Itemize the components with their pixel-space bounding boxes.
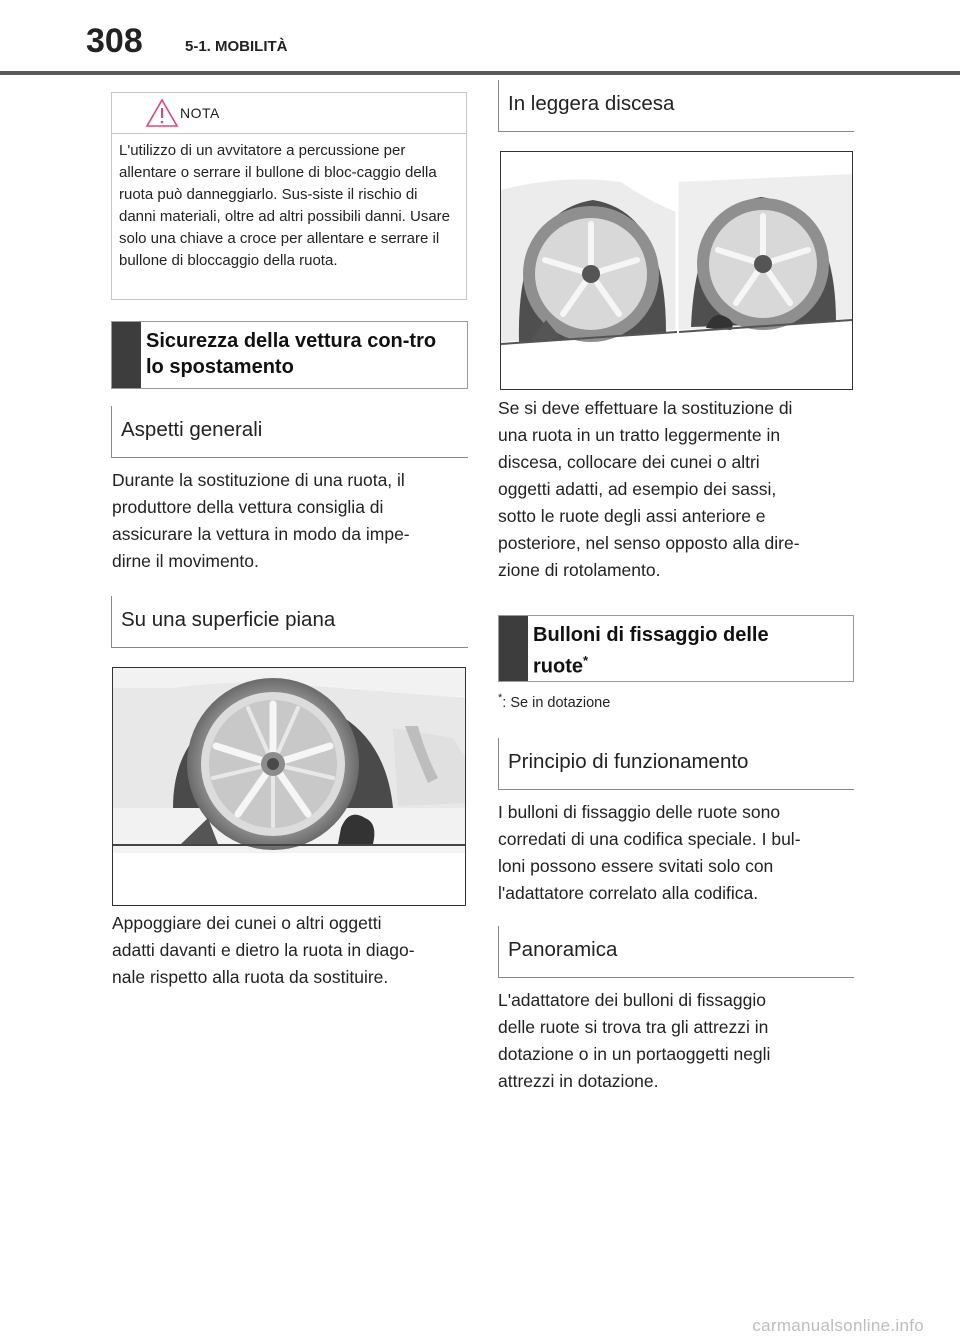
subheading-principle (498, 738, 854, 790)
heading-wheel-bolts-line2: ruote (533, 655, 583, 678)
subheading-rule (112, 647, 468, 648)
heading-wheel-bolts-text (533, 622, 847, 680)
figure-slope-wheels (500, 151, 853, 390)
header-rule (0, 71, 960, 75)
subheading-rule (499, 977, 854, 978)
section-title: 5-1. MOBILITÀ (185, 38, 288, 55)
note-text: L'utilizzo di un avvitatore a percussione per allentare o serrare il bullone di bloc-caggio della ruota può danneggiarlo. Sus-siste il rischio di danni materiali, oltre ad altri possibili danni. Usare solo una chiave a croce per allentare e serrare il bullone di bloccaggio della ruota. (119, 142, 450, 269)
subheading-slope (498, 80, 854, 132)
heading-bar (499, 616, 528, 681)
page-number: 308 (86, 22, 143, 60)
paragraph-general: Durante la sostituzione di una ruota, il produttore della vettura consiglia di assicurare la vettura in modo da impe- dirne il movimento. (112, 470, 410, 571)
slope-wheels-illustration (501, 152, 852, 389)
figure-flat-surface-wheel (112, 667, 466, 906)
subheading-general-text: Aspetti generali (121, 418, 263, 441)
heading-wheel-bolts (498, 615, 854, 682)
note-title: NOTA (180, 105, 220, 121)
subheading-overview (498, 926, 854, 978)
note-header (112, 93, 466, 134)
page-header (0, 0, 960, 76)
note-box (111, 92, 467, 300)
paragraph-slope: Se si deve effettuare la sostituzione di una ruota in un tratto leggermente in discesa, collocare dei cunei o altri oggetti adatti, ad esempio dei sassi, sotto le ruote degli assi anteriore e posteriore, nel senso opposto alla dire- zione di rotolamento. (498, 398, 800, 580)
subheading-general (111, 406, 468, 458)
heading-vehicle-securing (111, 321, 468, 389)
footnote-mark: * (498, 692, 503, 704)
wheel-chock-illustration (113, 668, 465, 905)
subheading-flat-surface-text: Su una superficie piana (121, 608, 336, 631)
heading-wheel-bolts-line1: Bulloni di fissaggio delle (533, 624, 769, 646)
heading-bar (112, 322, 141, 388)
footnote-text: : Se in dotazione (502, 694, 611, 711)
heading-vehicle-securing-text: Sicurezza della vettura con-tro lo spostamento (146, 330, 437, 378)
subheading-overview-text: Panoramica (508, 938, 618, 961)
subheading-rule (112, 457, 468, 458)
watermark: carmanualsonline.info (752, 1316, 924, 1335)
heading-wheel-bolts-asterisk: * (583, 653, 589, 668)
warning-triangle-icon (144, 97, 180, 129)
subheading-rule (499, 131, 854, 132)
paragraph-overview: L'adattatore dei bulloni di fissaggio delle ruote si trova tra gli attrezzi in dotazione o in un portaoggetti negli attrezzi in dotazione. (498, 990, 771, 1091)
subheading-flat-surface (111, 596, 468, 648)
subheading-principle-text: Principio di funzionamento (508, 750, 749, 773)
paragraph-flat-surface: Appoggiare dei cunei o altri oggetti adatti davanti e dietro la ruota in diago- nale rispetto alla ruota da sostituire. (112, 913, 415, 987)
subheading-rule (499, 789, 854, 790)
paragraph-principle: I bulloni di fissaggio delle ruote sono corredati di una codifica speciale. I bul- loni possono essere svitati solo con l'adattatore correlato alla codifica. (498, 802, 801, 903)
subheading-slope-text: In leggera discesa (508, 92, 675, 115)
footnote (498, 692, 610, 711)
